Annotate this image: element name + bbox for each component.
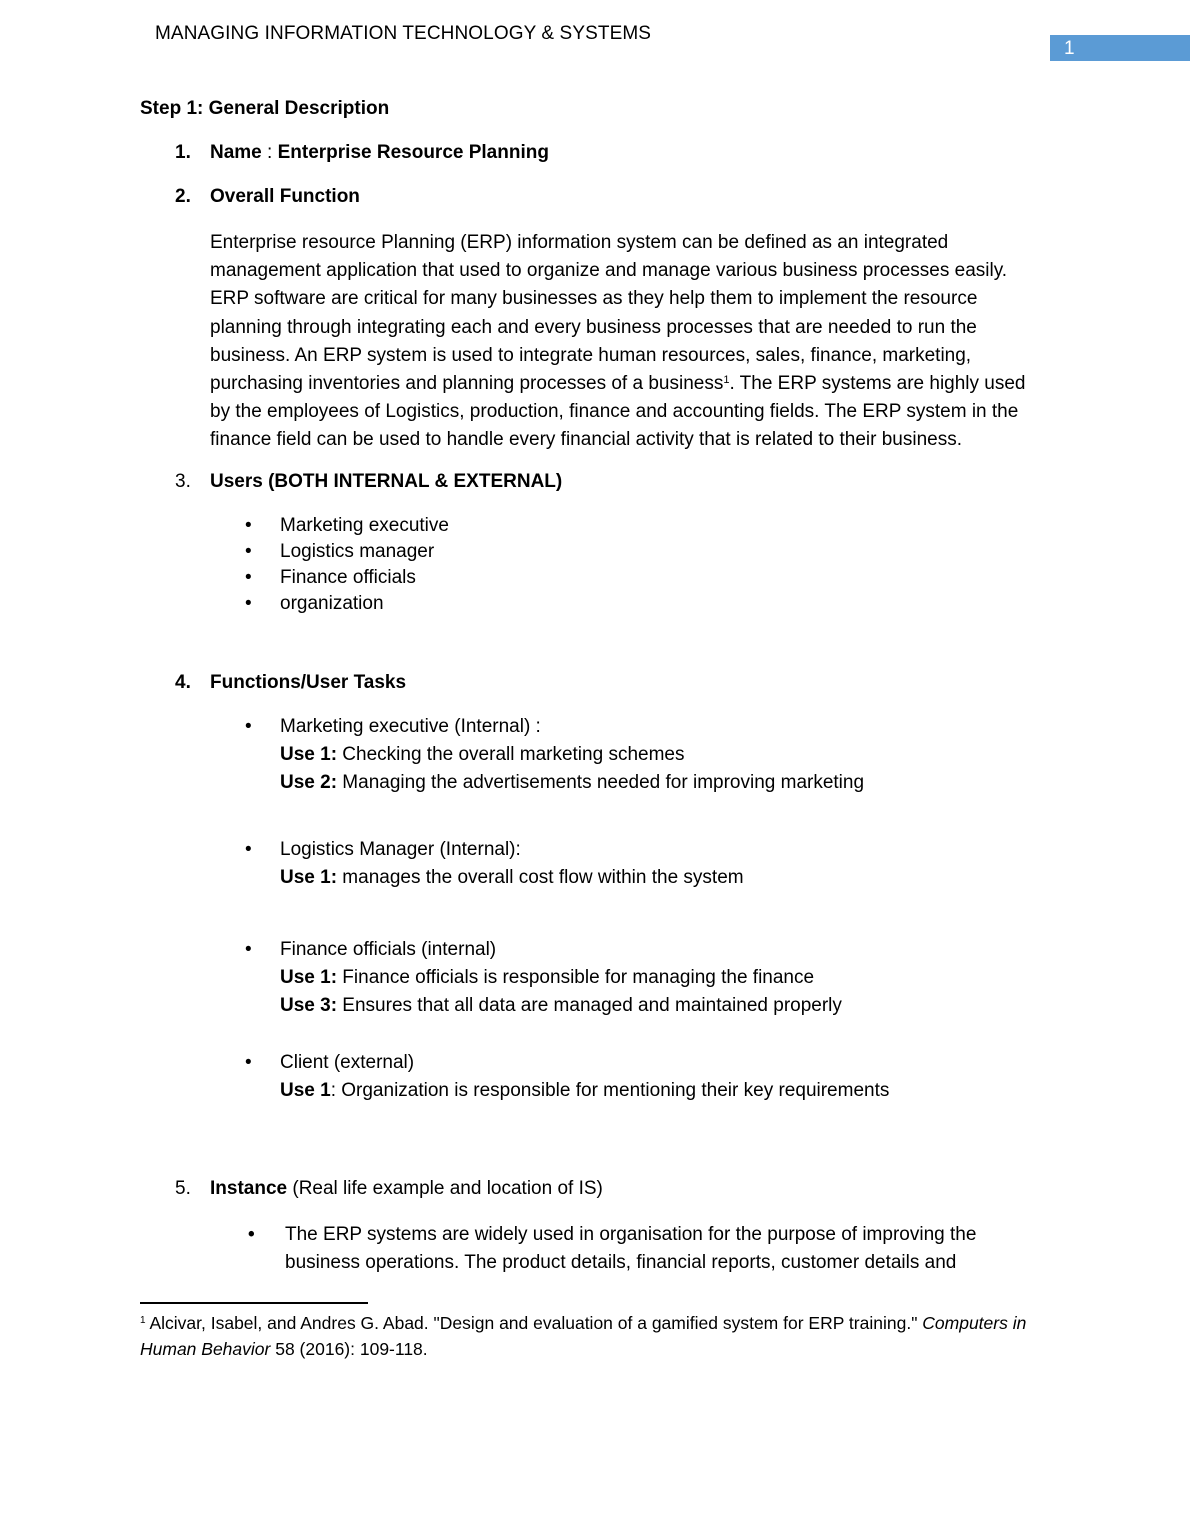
user-task-marketing: • Marketing executive (Internal) : Use 1: Checking the overall marketing schemes Use 2: Managing the advertisements needed for improving marketing (245, 716, 865, 793)
section-4-heading: Functions/User Tasks (210, 672, 407, 693)
footnote-reference[interactable]: 1 (723, 374, 730, 387)
section-3-heading: Users (BOTH INTERNAL & EXTERNAL) (210, 471, 563, 492)
list-item: • Finance officials (245, 567, 416, 588)
step-heading: Step 1: General Description (140, 98, 390, 119)
section-1-name: Name : Enterprise Resource Planning (210, 142, 549, 163)
user-task-client: • Client (external) Use 1: Organization is responsible for mentioning their key requirements (245, 1052, 890, 1101)
running-header: MANAGING INFORMATION TECHNOLOGY & SYSTEMS (155, 23, 652, 44)
page-number-badge (1050, 35, 1190, 61)
section-5-heading: Instance (Real life example and location of IS) (210, 1178, 603, 1199)
user-task-logistics: • Logistics Manager (Internal): Use 1: manages the overall cost flow within the system (245, 839, 744, 888)
footnote: $^1$ Alcivar, Isabel, and Andres G. Abad. "Design and evaluation of a gamified system for ERP training." Computers in Human Behavior 58 (2016): 109-118. (140, 1313, 1027, 1359)
section-1-number: 1. (175, 142, 191, 163)
overall-function-paragraph: Enterprise resource Planning (ERP) information system can be defined as an integrated management application that used to organize and manage various business processes easily. ERP software are critical for many businesses as they help them to implement the resource planning through integrating each and every business processes that are needed to run the business. An ERP system is used to integrate human resources, sales, finance, marketing, purchasing inventories and planning processes of a business$^1$. The ERP systems are highly used by the employees of Logistics, production, finance and accounting fields. The ERP system in the finance field can be used to handle every financial activity that is related to their business. (210, 232, 1026, 451)
list-item: • Marketing executive (245, 515, 449, 536)
footnote-separator (140, 1302, 368, 1304)
list-item: • Logistics manager (245, 541, 435, 562)
page-number: 1 (1064, 38, 1075, 59)
section-4-number: 4. (175, 672, 191, 693)
user-task-finance: • Finance officials (internal) Use 1: Finance officials is responsible for managing the finance Use 3: Ensures that all data are managed and maintained properly (245, 939, 842, 1016)
section-2-heading: Overall Function (210, 186, 360, 207)
section-3-number: 3. (175, 471, 191, 492)
instance-bullet: • The ERP systems are widely used in organisation for the purpose of improving the business operations. The product details, financial reports, customer details and (248, 1224, 977, 1273)
section-1-label: Name (210, 142, 262, 163)
users-list (245, 513, 449, 617)
list-item: • organization (245, 593, 384, 614)
section-1-value: Enterprise Resource Planning (277, 142, 549, 163)
section-2-number: 2. (175, 186, 191, 207)
section-5-number: 5. (175, 1178, 191, 1199)
